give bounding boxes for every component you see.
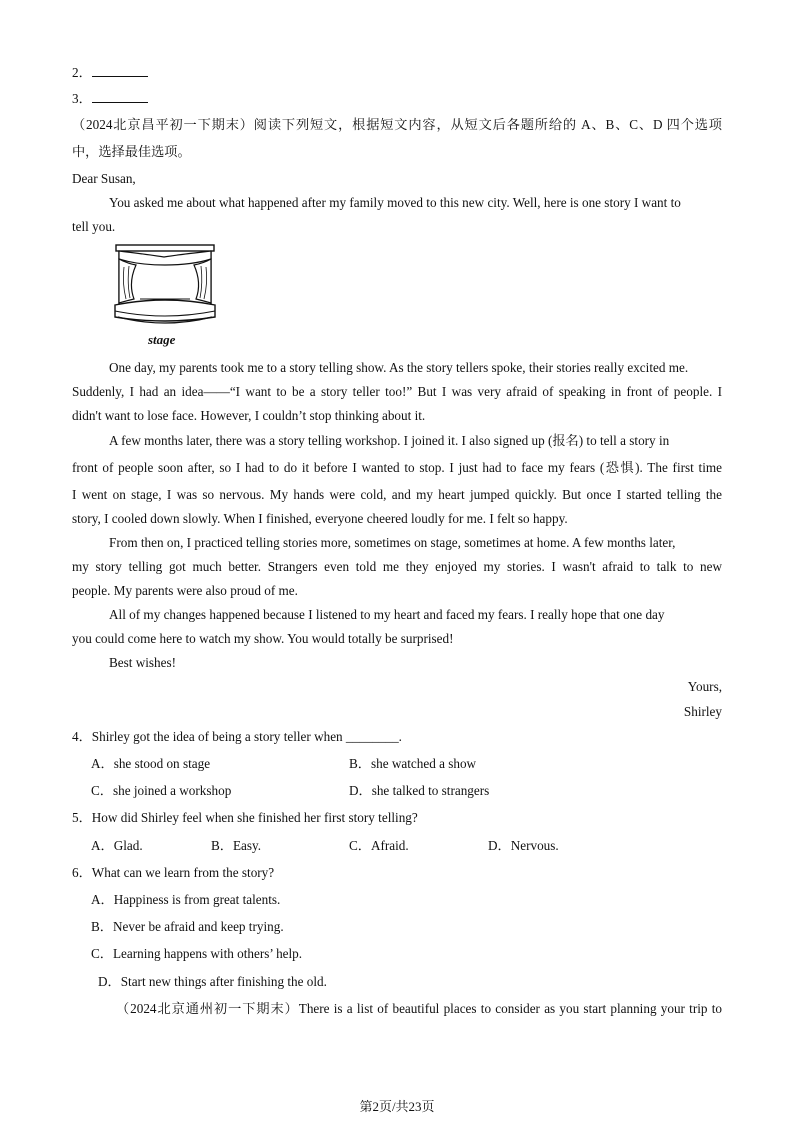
item-number: 3． <box>72 91 92 106</box>
letter-signature: Shirley <box>683 704 722 719</box>
paragraph-5-line: you could come here to watch my show. You would totally be surprised! <box>72 631 454 646</box>
question-6-option-a: A．Happiness is from great talents. <box>91 892 281 907</box>
question-6-option-c: C．Learning happens with others’ help. <box>91 946 303 961</box>
paragraph-2-line: One day, my parents took me to a story telling show. As the story tellers spoke, their stories really excited me. <box>109 360 689 375</box>
answer-blank <box>92 90 148 103</box>
page-footer: 第2页/共23页 <box>359 1099 435 1114</box>
paragraph-1-line: You asked me about what happened after my family moved to this new city. Well, here is one story I want to <box>109 195 681 210</box>
paragraph-5-line: All of my changes happened because I listened to my heart and faced my fears. I really hope that one day <box>109 607 665 622</box>
question-5-option-c: C．Afraid. <box>349 838 409 853</box>
item-2 <box>72 64 148 81</box>
image-caption: stage <box>148 332 176 347</box>
paragraph-3-line: A few months later, there was a story telling workshop. I joined it. I also signed up (报名) to tell a story in <box>109 433 670 448</box>
paragraph-1-line: tell you. <box>72 219 116 234</box>
question-4-option-d: D．she talked to strangers <box>349 783 490 798</box>
letter-closing: Best wishes! <box>109 655 177 670</box>
paragraph-4-line: From then on, I practiced telling stories more, sometimes on stage, sometimes at home. A few months later, <box>109 535 676 550</box>
question-6-option-b: B．Never be afraid and keep trying. <box>91 919 284 934</box>
paragraph-3-line: story, I cooled down slowly. When I finished, everyone cheered loudly for me. I felt so happy. <box>72 511 568 526</box>
item-number: 2． <box>72 65 92 80</box>
paragraph-4-line: people. My parents were also proud of me. <box>72 583 298 598</box>
paragraph-2-line: didn't want to lose face. However, I couldn’t stop thinking about it. <box>72 408 426 423</box>
letter-greeting: Dear Susan, <box>72 171 136 186</box>
paragraph-3-line: I went on stage, I was so nervous. My hands were cold, and my heart jumped quickly. But once I started telling the <box>72 487 722 502</box>
question-4-option-c: C．she joined a workshop <box>91 783 232 798</box>
source-intro: （2024北京昌平初一下期末）阅读下列短文，根据短文内容，从短文后各题所给的 A、B、C、D 四个选项 <box>72 117 722 132</box>
next-passage-intro: （2024北京通州初一下期末）There is a list of beautiful places to consider as you start planning your trip to <box>116 1001 722 1016</box>
stage-illustration <box>112 243 218 331</box>
question-4-option-a: A．she stood on stage <box>91 756 211 771</box>
question-5-option-d: D．Nervous. <box>488 838 559 853</box>
question-6-option-d: D．Start new things after finishing the old. <box>98 974 327 989</box>
question-4-option-b: B．she watched a show <box>349 756 477 771</box>
paragraph-3-line: front of people soon after, so I had to do it before I wanted to stop. I just had to face my fears (恐惧). The first time <box>72 460 722 475</box>
source-intro-cont: 中，选择最佳选项。 <box>72 144 191 159</box>
question-6-stem: 6．What can we learn from the story? <box>72 865 275 880</box>
item-3 <box>72 90 148 107</box>
letter-sign-off: Yours, <box>687 679 722 694</box>
question-5-stem: 5．How did Shirley feel when she finished her first story telling? <box>72 810 418 825</box>
paragraph-2-line: Suddenly, I had an idea——“I want to be a story teller too!” But I was very afraid of speaking in front of people. I <box>72 384 722 399</box>
question-5-option-a: A．Glad. <box>91 838 143 853</box>
question-5-option-b: B．Easy. <box>211 838 262 853</box>
question-4-stem: 4．Shirley got the idea of being a story teller when ________. <box>72 729 402 744</box>
paragraph-4-line: my story telling got much better. Strangers even told me they enjoyed my stories. I wasn't afraid to talk to new <box>72 559 722 574</box>
answer-blank <box>92 64 148 77</box>
